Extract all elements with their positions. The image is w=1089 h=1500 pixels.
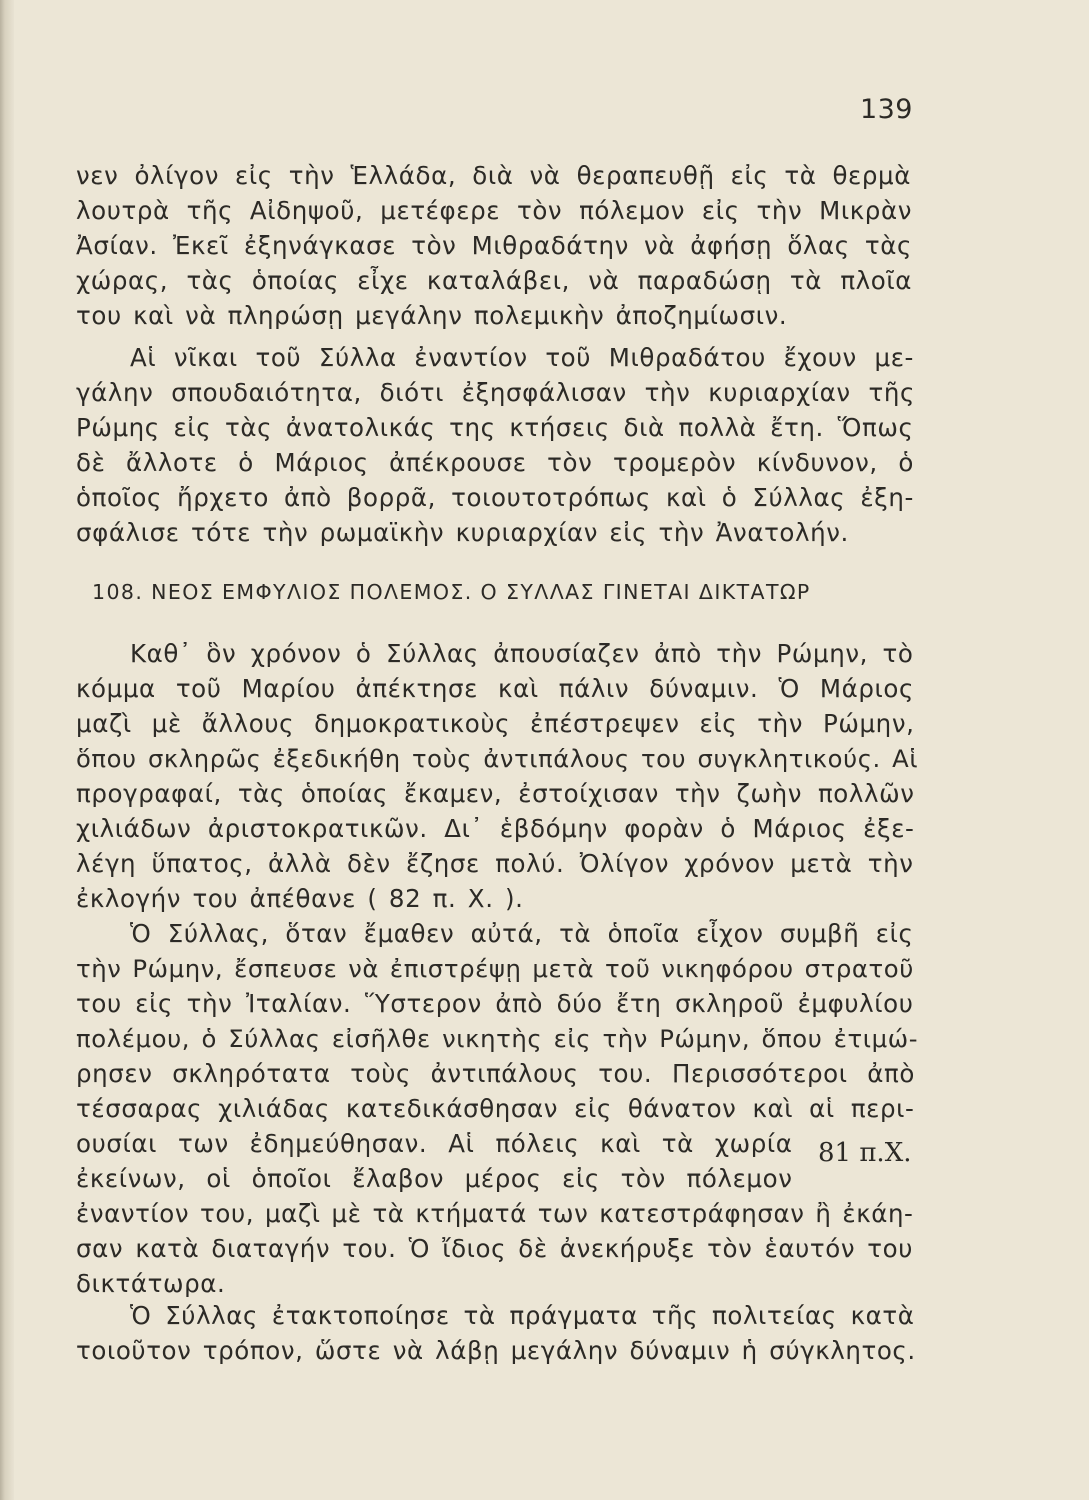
text-line: δὲ ἄλλοτε ὁ Μάριος ἀπέκρουσε τὸν τρομερὸν κίνδυνον, ὁ [76, 448, 914, 477]
text-line: ἐκλογήν του ἀπέθανε ( 82 π. Χ. ). [76, 884, 524, 913]
margin-date-note: 81 π.Χ. [818, 1138, 912, 1168]
text-line: ἐναντίον του, μαζὶ μὲ τὰ κτήματά των κατεστράφησαν ἢ ἐκάη- [76, 1199, 914, 1228]
text-line: Ὁ Σύλλας ἐτακτοποίησε τὰ πράγματα τῆς πολιτείας κατὰ [130, 1301, 915, 1330]
text-line: Ἀσίαν. Ἐκεῖ ἐξηνάγκασε τὸν Μιθραδάτην νὰ ἀφήσῃ ὅλας τὰς [76, 231, 912, 260]
text-line: λουτρὰ τῆς Αἰδηψοῦ, μετέφερε τὸν πόλεμον εἰς τὴν Μικρὰν [76, 196, 912, 225]
text-line: χιλιάδων ἀριστοκρατικῶν. Δι᾽ ἑβδόμην φορὰν ὁ Μάριος ἐξε- [76, 814, 915, 843]
text-line: ὅπου σκληρῶς ἐξεδικήθη τοὺς ἀντιπάλους του συγκλητικούς. Αἱ [76, 744, 919, 773]
text-line: γάλην σπουδαιότητα, διότι ἐξησφάλισαν τὴν κυριαρχίαν τῆς [76, 378, 915, 407]
text-line: πολέμου, ὁ Σύλλας εἰσῆλθε νικητὴς εἰς τὴν Ρώμην, ὅπου ἐτιμώ- [76, 1024, 919, 1053]
text-line: μαζὶ μὲ ἄλλους δημοκρατικοὺς ἐπέστρεψεν εἰς τὴν Ρώμην, [76, 709, 915, 738]
text-line: σφάλισε τότε τὴν ρωμαϊκὴν κυριαρχίαν εἰς τὴν Ἀνατολήν. [76, 518, 849, 547]
text-line: κόμμα τοῦ Μαρίου ἀπέκτησε καὶ πάλιν δύναμιν. Ὁ Μάριος [76, 674, 914, 703]
text-line: ὁποῖος ἤρχετο ἀπὸ βορρᾶ, τοιουτοτρόπως καὶ ὁ Σύλλας ἐξη- [76, 483, 914, 512]
text-line: του εἰς τὴν Ἰταλίαν. Ὕστερον ἀπὸ δύο ἔτη σκληροῦ ἐμφυλίου [76, 989, 914, 1018]
text-line: ουσίαι των ἐδημεύθησαν. Αἱ πόλεις καὶ τὰ χωρία [76, 1129, 793, 1158]
page-number: 139 [859, 94, 913, 125]
text-line: του καὶ νὰ πληρώσῃ μεγάλην πολεμικὴν ἀποζημίωσιν. [76, 301, 788, 330]
text-line: νεν ὀλίγον εἰς τὴν Ἑλλάδα, διὰ νὰ θεραπευθῇ εἰς τὰ θερμὰ [76, 161, 911, 190]
text-line: Αἱ νῖκαι τοῦ Σύλλα ἐναντίον τοῦ Μιθραδάτου ἔχουν με- [130, 343, 914, 372]
section-heading: 108. ΝΕΟΣ ΕΜΦΥΛΙΟΣ ΠΟΛΕΜΟΣ. Ο ΣΥΛΛΑΣ ΓΙΝΕΤΑΙ ΔΙΚΤΑΤΩΡ [92, 580, 811, 604]
text-line: τέσσαρας χιλιάδας κατεδικάσθησαν εἰς θάνατον καὶ αἱ περι- [76, 1094, 915, 1123]
text-line: λέγη ὕπατος, ἀλλὰ δὲν ἔζησε πολύ. Ὀλίγον χρόνον μετὰ τὴν [76, 849, 914, 878]
text-line: ρησεν σκληρότατα τοὺς ἀντιπάλους του. Περισσότεροι ἀπὸ [76, 1059, 915, 1088]
text-line: τοιοῦτον τρόπον, ὥστε νὰ λάβῃ μεγάλην δύναμιν ἡ σύγκλητος. [76, 1336, 916, 1365]
text-line: ἐκείνων, οἱ ὁποῖοι ἔλαβον μέρος εἰς τὸν πόλεμον [76, 1164, 793, 1193]
text-line: Ρώμης εἰς τὰς ἀνατολικάς της κτήσεις διὰ πολλὰ ἔτη. Ὅπως [76, 413, 914, 442]
text-line: σαν κατὰ διαταγήν του. Ὁ ἴδιος δὲ ἀνεκήρυξε τὸν ἑαυτόν του [76, 1234, 913, 1263]
text-line: τὴν Ρώμην, ἔσπευσε νὰ ἐπιστρέψῃ μετὰ τοῦ νικηφόρου στρατοῦ [76, 954, 914, 983]
text-line: Καθ᾽ ὃν χρόνον ὁ Σύλλας ἀπουσίαζεν ἀπὸ τὴν Ρώμην, τὸ [130, 639, 914, 668]
text-line: χώρας, τὰς ὁποίας εἶχε καταλάβει, νὰ παραδώσῃ τὰ πλοῖα [76, 266, 912, 295]
book-spine-edge [0, 0, 14, 1500]
text-line: δικτάτωρα. [76, 1269, 226, 1298]
text-line: προγραφαί, τὰς ὁποίας ἔκαμεν, ἐστοίχισαν τὴν ζωὴν πολλῶν [76, 779, 915, 808]
text-line: Ὁ Σύλλας, ὅταν ἔμαθεν αὐτά, τὰ ὁποῖα εἶχον συμβῆ εἰς [130, 919, 914, 948]
